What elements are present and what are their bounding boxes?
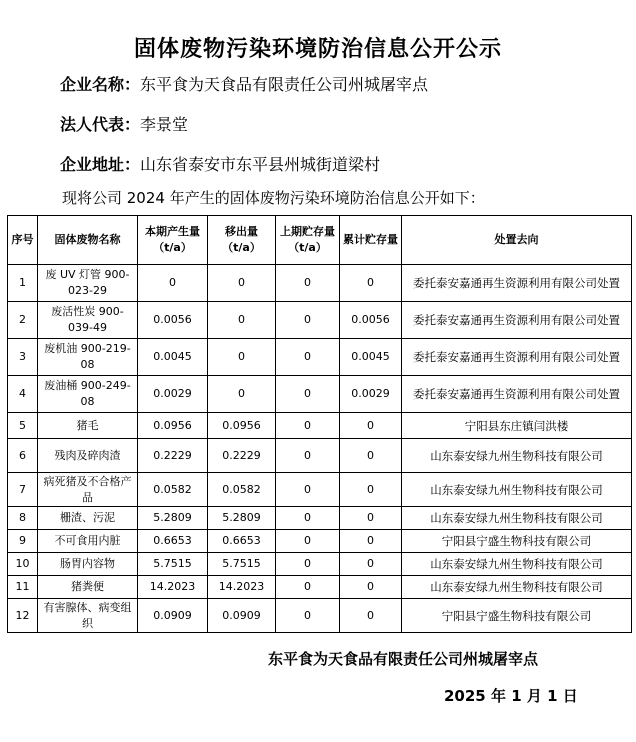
cell-removed: 0 bbox=[208, 265, 276, 302]
cell-disposal: 委托泰安嘉通再生资源利用有限公司处置 bbox=[402, 376, 632, 413]
table-row bbox=[8, 530, 632, 553]
cell-name: 猪粪便 bbox=[38, 576, 138, 599]
cell-disposal: 宁阳县宁盛生物科技有限公司 bbox=[402, 530, 632, 553]
cell-cum-storage: 0 bbox=[340, 507, 402, 530]
cell-cum-storage: 0 bbox=[340, 553, 402, 576]
cell-no: 2 bbox=[8, 302, 38, 339]
cell-no: 6 bbox=[8, 439, 38, 473]
cell-no: 9 bbox=[8, 530, 38, 553]
cell-removed: 0.2229 bbox=[208, 439, 276, 473]
cell-prev-storage: 0 bbox=[276, 576, 340, 599]
cell-removed: 0 bbox=[208, 339, 276, 376]
address-label: 企业地址： bbox=[60, 155, 141, 174]
cell-removed: 0 bbox=[208, 302, 276, 339]
cell-name: 肠胃内容物 bbox=[38, 553, 138, 576]
cell-cum-storage: 0 bbox=[340, 413, 402, 439]
cell-removed: 0.6653 bbox=[208, 530, 276, 553]
legal-rep-row bbox=[60, 112, 188, 135]
cell-no: 12 bbox=[8, 599, 38, 633]
cell-no: 1 bbox=[8, 265, 38, 302]
cell-produced: 0.6653 bbox=[138, 530, 208, 553]
cell-disposal: 委托泰安嘉通再生资源利用有限公司处置 bbox=[402, 302, 632, 339]
cell-cum-storage: 0 bbox=[340, 473, 402, 507]
table-row bbox=[8, 376, 632, 413]
cell-name: 有害腺体、病变组织 bbox=[38, 599, 138, 633]
cell-prev-storage: 0 bbox=[276, 439, 340, 473]
cell-prev-storage: 0 bbox=[276, 507, 340, 530]
cell-produced: 5.7515 bbox=[138, 553, 208, 576]
company-value: 东平食为天食品有限责任公司州城屠宰点 bbox=[140, 75, 429, 94]
cell-no: 7 bbox=[8, 473, 38, 507]
cell-no: 4 bbox=[8, 376, 38, 413]
company-row bbox=[60, 72, 428, 95]
cell-no: 5 bbox=[8, 413, 38, 439]
cell-disposal: 委托泰安嘉通再生资源利用有限公司处置 bbox=[402, 265, 632, 302]
cell-prev-storage: 0 bbox=[276, 599, 340, 633]
table-row bbox=[8, 599, 632, 633]
cell-produced: 0.0045 bbox=[138, 339, 208, 376]
cell-disposal: 宁阳县宁盛生物科技有限公司 bbox=[402, 599, 632, 633]
table-row bbox=[8, 507, 632, 530]
cell-cum-storage: 0 bbox=[340, 530, 402, 553]
header-removed: 移出量（t/a） bbox=[208, 216, 276, 265]
footer-date: 2025 年 1 月 1 日 bbox=[444, 687, 578, 705]
cell-name: 猪毛 bbox=[38, 413, 138, 439]
cell-name: 废机油 900-219-08 bbox=[38, 339, 138, 376]
cell-produced: 0.0582 bbox=[138, 473, 208, 507]
header-cum-storage: 累计贮存量 bbox=[340, 216, 402, 265]
cell-cum-storage: 0 bbox=[340, 439, 402, 473]
cell-name: 不可食用内脏 bbox=[38, 530, 138, 553]
cell-no: 10 bbox=[8, 553, 38, 576]
cell-prev-storage: 0 bbox=[276, 473, 340, 507]
cell-name: 栅渣、污泥 bbox=[38, 507, 138, 530]
cell-removed: 0 bbox=[208, 376, 276, 413]
table-row bbox=[8, 439, 632, 473]
cell-cum-storage: 0 bbox=[340, 265, 402, 302]
cell-no: 3 bbox=[8, 339, 38, 376]
table-row bbox=[8, 576, 632, 599]
address-row bbox=[60, 152, 380, 175]
cell-no: 8 bbox=[8, 507, 38, 530]
cell-removed: 0.0909 bbox=[208, 599, 276, 633]
header-produced: 本期产生量（t/a） bbox=[138, 216, 208, 265]
table-row bbox=[8, 413, 632, 439]
cell-removed: 14.2023 bbox=[208, 576, 276, 599]
cell-removed: 0.0956 bbox=[208, 413, 276, 439]
table-row bbox=[8, 339, 632, 376]
cell-produced: 14.2023 bbox=[138, 576, 208, 599]
cell-name: 废活性炭 900-039-49 bbox=[38, 302, 138, 339]
table-row bbox=[8, 302, 632, 339]
cell-cum-storage: 0 bbox=[340, 576, 402, 599]
header-prev-storage: 上期贮存量（t/a） bbox=[276, 216, 340, 265]
cell-cum-storage: 0.0029 bbox=[340, 376, 402, 413]
cell-removed: 5.7515 bbox=[208, 553, 276, 576]
company-label: 企业名称： bbox=[60, 75, 141, 94]
cell-disposal: 山东泰安绿九州生物科技有限公司 bbox=[402, 473, 632, 507]
address-value: 山东省泰安市东平县州城街道梁村 bbox=[140, 155, 381, 174]
cell-no: 11 bbox=[8, 576, 38, 599]
cell-produced: 0.0956 bbox=[138, 413, 208, 439]
cell-produced: 0.0029 bbox=[138, 376, 208, 413]
cell-cum-storage: 0.0056 bbox=[340, 302, 402, 339]
cell-removed: 5.2809 bbox=[208, 507, 276, 530]
table-row bbox=[8, 473, 632, 507]
cell-prev-storage: 0 bbox=[276, 376, 340, 413]
cell-disposal: 山东泰安绿九州生物科技有限公司 bbox=[402, 439, 632, 473]
cell-name: 废油桶 900-249-08 bbox=[38, 376, 138, 413]
page-title: 固体废物污染环境防治信息公开公示 bbox=[133, 37, 502, 62]
cell-prev-storage: 0 bbox=[276, 302, 340, 339]
cell-disposal: 宁阳县东庄镇闫洪楼 bbox=[402, 413, 632, 439]
cell-name: 病死猪及不合格产品 bbox=[38, 473, 138, 507]
cell-produced: 0 bbox=[138, 265, 208, 302]
cell-prev-storage: 0 bbox=[276, 265, 340, 302]
legal-rep-label: 法人代表： bbox=[60, 115, 141, 134]
header-no: 序号 bbox=[8, 216, 38, 265]
cell-disposal: 山东泰安绿九州生物科技有限公司 bbox=[402, 553, 632, 576]
table-row bbox=[8, 553, 632, 576]
cell-name: 残肉及碎肉渣 bbox=[38, 439, 138, 473]
cell-cum-storage: 0 bbox=[340, 599, 402, 633]
cell-disposal: 委托泰安嘉通再生资源利用有限公司处置 bbox=[402, 339, 632, 376]
footer-company: 东平食为天食品有限责任公司州城屠宰点 bbox=[268, 650, 539, 668]
waste-table bbox=[7, 215, 632, 633]
cell-produced: 0.2229 bbox=[138, 439, 208, 473]
cell-disposal: 山东泰安绿九州生物科技有限公司 bbox=[402, 507, 632, 530]
table-header-row bbox=[8, 216, 632, 265]
cell-name: 废 UV 灯管 900-023-29 bbox=[38, 265, 138, 302]
table-row bbox=[8, 265, 632, 302]
cell-produced: 5.2809 bbox=[138, 507, 208, 530]
header-name: 固体废物名称 bbox=[38, 216, 138, 265]
cell-removed: 0.0582 bbox=[208, 473, 276, 507]
legal-rep-value: 李景堂 bbox=[140, 115, 189, 134]
cell-prev-storage: 0 bbox=[276, 530, 340, 553]
header-disposal: 处置去向 bbox=[402, 216, 632, 265]
intro-text: 现将公司 2024 年产生的固体废物污染环境防治信息公开如下： bbox=[62, 189, 485, 207]
cell-disposal: 山东泰安绿九州生物科技有限公司 bbox=[402, 576, 632, 599]
cell-prev-storage: 0 bbox=[276, 339, 340, 376]
cell-prev-storage: 0 bbox=[276, 413, 340, 439]
cell-produced: 0.0909 bbox=[138, 599, 208, 633]
cell-produced: 0.0056 bbox=[138, 302, 208, 339]
cell-prev-storage: 0 bbox=[276, 553, 340, 576]
cell-cum-storage: 0.0045 bbox=[340, 339, 402, 376]
